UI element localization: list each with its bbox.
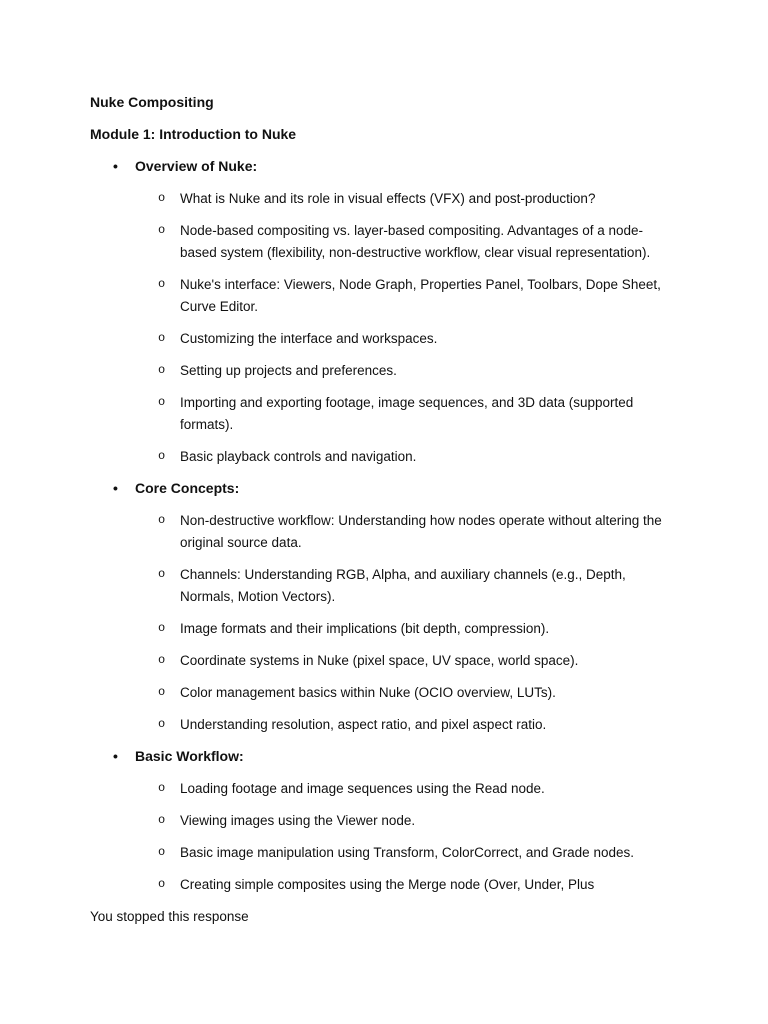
sub-bullet: o	[158, 653, 166, 667]
list-item-text: Customizing the interface and workspaces.	[180, 331, 438, 346]
sub-bullet: o	[158, 449, 166, 463]
module-title: Module 1: Introduction to Nuke	[90, 126, 297, 142]
sub-bullet: o	[158, 331, 166, 345]
sub-bullet: o	[158, 277, 166, 291]
stopped-response-note: You stopped this response	[90, 909, 249, 924]
list-item-text: Non-destructive workflow: Understanding how nodes operate without altering the original source data.	[180, 513, 662, 550]
sub-bullet: o	[158, 395, 166, 409]
list-item-text: Viewing images using the Viewer node.	[180, 813, 416, 828]
sub-bullet: o	[158, 781, 166, 795]
sub-bullet: o	[158, 813, 166, 827]
list-item-text: Loading footage and image sequences using the Read node.	[180, 781, 545, 796]
list-item-text: Basic playback controls and navigation.	[180, 449, 417, 464]
section-bullet: •	[113, 158, 118, 174]
section-bullet: •	[113, 480, 118, 496]
list-item-text: Creating simple composites using the Merge node (Over, Under, Plus	[180, 877, 595, 892]
section-heading: Overview of Nuke:	[135, 158, 258, 174]
sub-bullet: o	[158, 845, 166, 859]
list-item-text: Basic image manipulation using Transform, ColorCorrect, and Grade nodes.	[180, 845, 634, 860]
list-item-text: Understanding resolution, aspect ratio, and pixel aspect ratio.	[180, 717, 547, 732]
section-heading: Basic Workflow:	[135, 748, 244, 764]
list-item-text: Setting up projects and preferences.	[180, 363, 397, 378]
document-title: Nuke Compositing	[90, 94, 214, 110]
sub-bullet: o	[158, 621, 166, 635]
list-item-text: Nuke's interface: Viewers, Node Graph, Properties Panel, Toolbars, Dope Sheet, Curve Editor.	[180, 277, 661, 314]
sub-bullet: o	[158, 685, 166, 699]
section-heading: Core Concepts:	[135, 480, 240, 496]
list-item-text: Color management basics within Nuke (OCIO overview, LUTs).	[180, 685, 556, 700]
list-item-text: Coordinate systems in Nuke (pixel space, UV space, world space).	[180, 653, 579, 668]
sub-bullet: o	[158, 877, 166, 891]
sub-bullet: o	[158, 717, 166, 731]
list-item-text: Channels: Understanding RGB, Alpha, and auxiliary channels (e.g., Depth, Normals, Motion Vectors).	[180, 567, 626, 604]
section-bullet: •	[113, 748, 118, 764]
list-item-text: Node-based compositing vs. layer-based compositing. Advantages of a node-based system (flexibility, non-destructive workflow, clear visual representation).	[180, 223, 651, 260]
sub-bullet: o	[158, 567, 166, 581]
list-item-text: What is Nuke and its role in visual effects (VFX) and post-production?	[180, 191, 596, 206]
sub-bullet: o	[158, 363, 166, 377]
sub-bullet: o	[158, 513, 166, 527]
sub-bullet: o	[158, 223, 166, 237]
list-item-text: Image formats and their implications (bit depth, compression).	[180, 621, 550, 636]
sub-bullet: o	[158, 191, 166, 205]
list-item-text: Importing and exporting footage, image sequences, and 3D data (supported formats).	[180, 395, 634, 432]
